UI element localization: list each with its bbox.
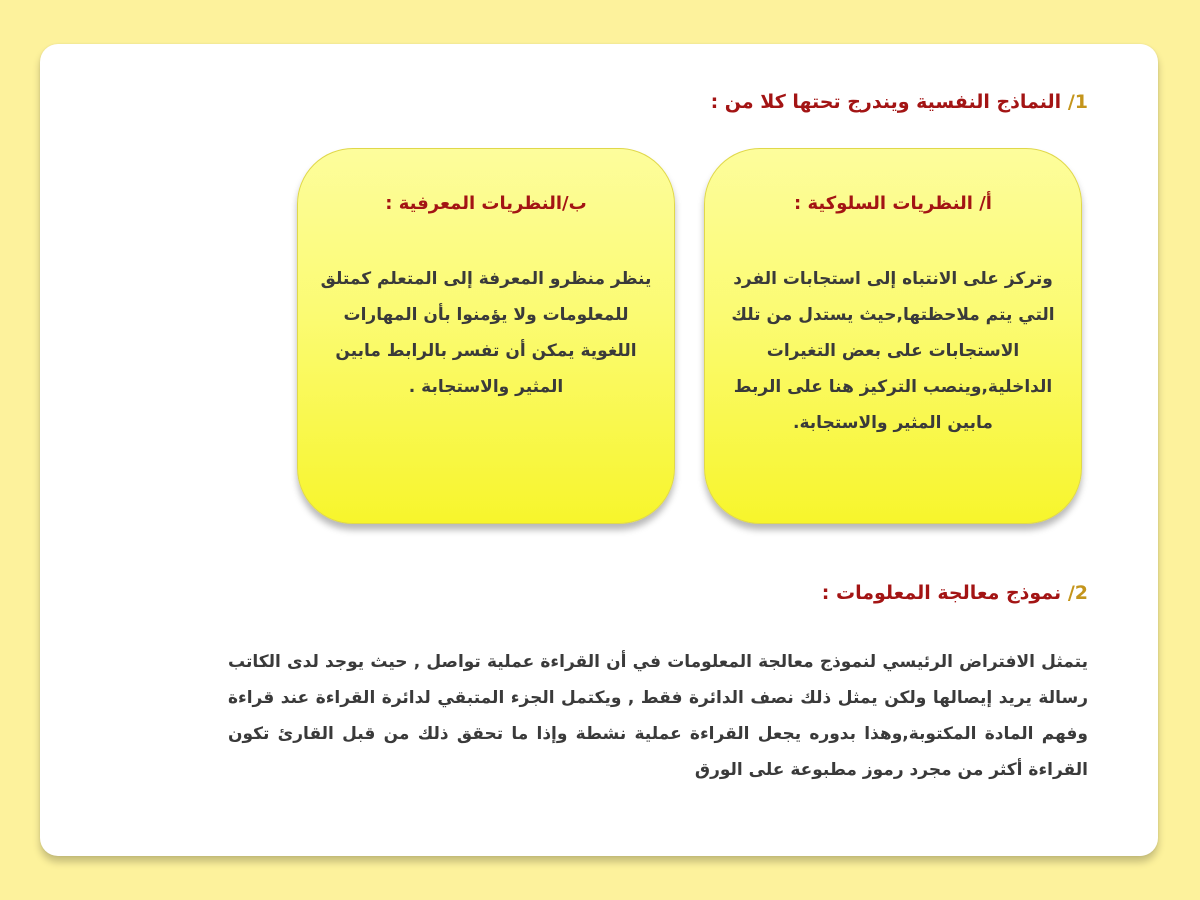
behavioral-theories-bubble [704, 148, 1082, 524]
section-2-title: نموذج معالجة المعلومات : [821, 582, 1062, 604]
cognitive-theories-text: ينظر منظرو المعرفة إلى المتعلم كمتلق للمعلومات ولا يؤمنوا بأن المهارات اللغوية يمكن أن تفسر بالرابط مابين المثير والاستجابة . [320, 269, 652, 397]
slide-card [40, 44, 1158, 856]
section-1-title: النماذج النفسية ويندرج تحتها كلا من : [710, 91, 1062, 113]
section-1-heading [711, 91, 1088, 113]
cognitive-theories-title: ب/النظريات المعرفية : [385, 193, 587, 214]
cognitive-theories-bubble [297, 148, 675, 524]
behavioral-theories-title: أ/ النظريات السلوكية : [794, 193, 992, 214]
section-2-heading [822, 582, 1088, 604]
behavioral-theories-text: وتركز على الانتباه إلى استجابات الفرد التي يتم ملاحظتها,حيث يستدل من تلك الاستجابات على بعض التغيرات الداخلية,وينصب التركيز هنا على الربط مابين المثير والاستجابة. [731, 269, 1055, 433]
information-processing-paragraph: يتمثل الافتراض الرئيسي لنموذج معالجة المعلومات في أن القراءة عملية تواصل , حيث يوجد لدى الكاتب رسالة يريد إيصالها ولكن يمثل ذلك نصف الدائرة فقط , ويكتمل الجزء المتبقي لدائرة القراءة عند قراءة وفهم المادة المكتوبة,وهذا بدوره يجعل القراءة عملية نشطة وإذا ما تحقق ذلك من قبل القارئ تكون القراءة أكثر من مجرد رموز مطبوعة على الورق [228, 652, 1088, 780]
section-1-number: 1/ [1067, 91, 1088, 113]
section-2-number: 2/ [1067, 582, 1088, 604]
